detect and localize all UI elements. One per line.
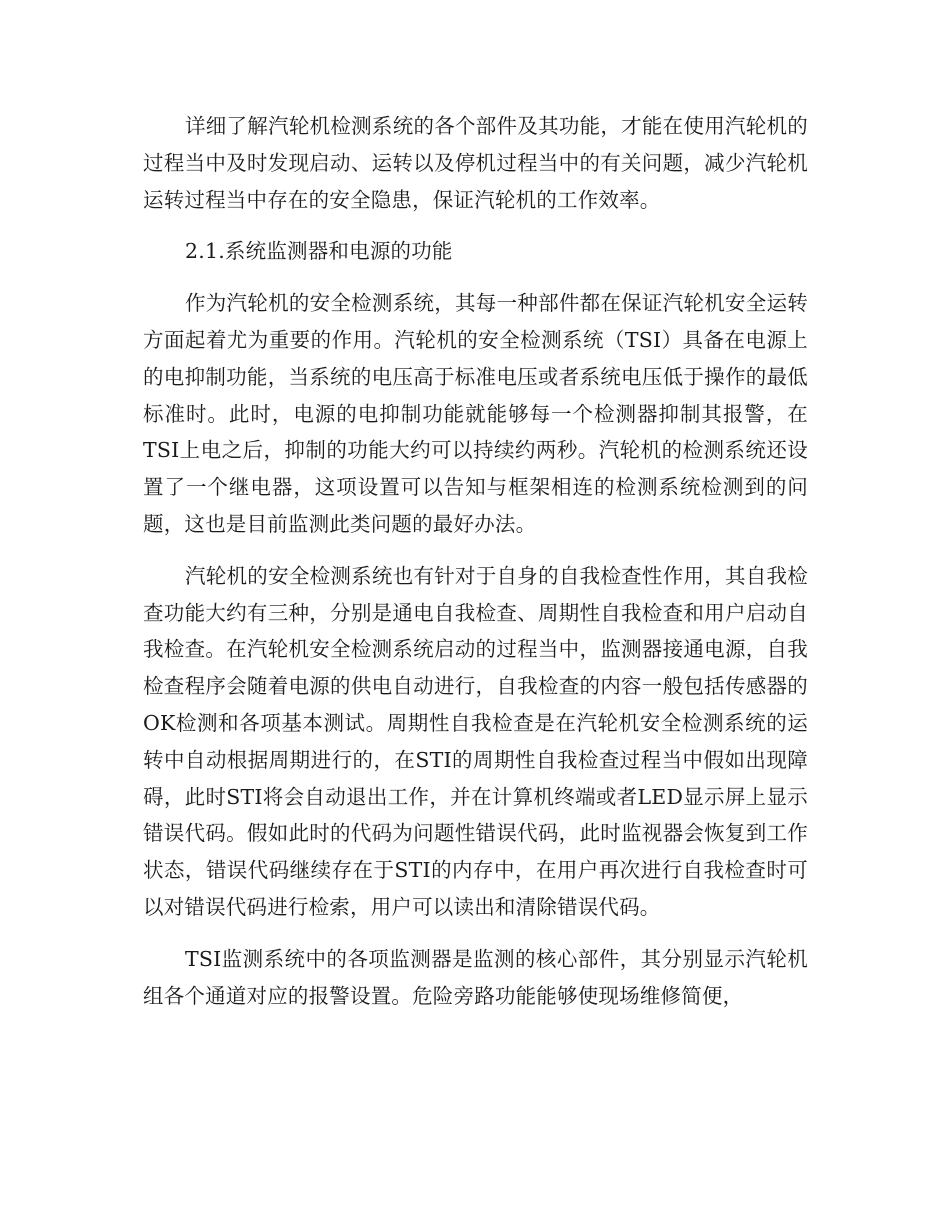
paragraph-power-function: 作为汽轮机的安全检测系统，其每一种部件都在保证汽轮机安全运转方面起着尤为重要的作用。汽轮机的安全检测系统（TSI）具备在电源上的电抑制功能，当系统的电压高于标准电压或者系统电压低于操作的最低标准时。此时，电源的电抑制功能就能够每一个检测器抑制其报警，在TSI上电之后，抑制的功能大约可以持续约两秒。汽轮机的检测系统还设置了一个继电器，这项设置可以告知与框架相连的检测系统检测到的问题，这也是目前监测此类问题的最好办法。 xyxy=(143,291,808,536)
section-heading: 2.1.系统监测器和电源的功能 xyxy=(185,239,453,264)
document-body xyxy=(143,108,808,1014)
paragraph-self-check: 汽轮机的安全检测系统也有针对于自身的自我检查性作用，其自我检查功能大约有三种，分别是通电自我检查、周期性自我检查和用户启动自我检查。在汽轮机安全检测系统启动的过程当中，监测器接通电源，自我检查程序会随着电源的供电自动进行，自我检查的内容一般包括传感器的OK检测和各项基本测试。周期性自我检查是在汽轮机安全检测系统的运转中自动根据周期进行的，在STI的周期性自我检查过程当中假如出现障碍，此时STI将会自动退出工作，并在计算机终端或者LED显示屏上显示错误代码。假如此时的代码为问题性错误代码，此时监视器会恢复到工作状态，错误代码继续存在于STI的内存中，在用户再次进行自我检查时可以对错误代码进行检索，用户可以读出和清除错误代码。 xyxy=(143,563,808,919)
paragraph-monitors: TSI监测系统中的各项监测器是监测的核心部件，其分别显示汽轮机组各个通道对应的报警设置。危险旁路功能能够使现场维修简便， xyxy=(143,946,808,1008)
paragraph-intro: 详细了解汽轮机检测系统的各个部件及其功能，才能在使用汽轮机的过程当中及时发现启动、运转以及停机过程当中的有关问题，减少汽轮机运转过程当中存在的安全隐患，保证汽轮机的工作效率。 xyxy=(143,114,808,212)
